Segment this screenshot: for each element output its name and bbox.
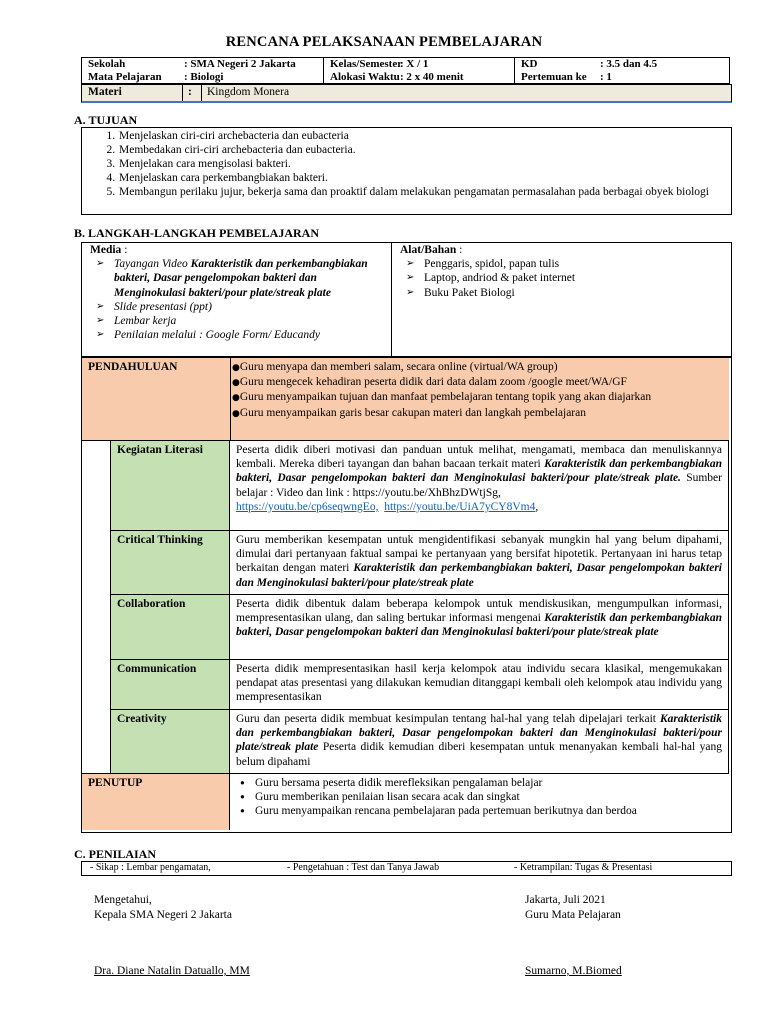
tujuan-item: 4. Menjelaskan cara perkembangbiakan bakteri. [118, 171, 731, 185]
alat-item: ➢ Laptop, andriod & paket internet [406, 272, 576, 285]
penutup-item: • Guru menyampaikan rencana pembelajaran pada pertemuan berikutnya dan berdoa [255, 804, 729, 818]
kelas-value: : X / 1 [400, 58, 429, 70]
guru-name: Sumarno, M.Biomed [525, 965, 622, 977]
tujuan-item: 3. Menjelakan cara mengisolasi bakteri. [118, 157, 731, 171]
pendahuluan-list [231, 360, 729, 421]
mengetahui-text: Mengetahui, [94, 894, 152, 906]
tujuan-heading: A. TUJUAN [74, 113, 138, 127]
penutup-item: • Guru memberikan penilaian lisan secara acak dan singkat [255, 790, 729, 804]
pendahuluan-item: ●Guru menyampaikan tujuan dan manfaat pembelajaran tentang topik yang akan diajarkan [232, 391, 652, 404]
communication-content: Peserta didik mempresentasikan hasil kerja kelompok atau individu secara klasikal, mengemukakan pendapat atas presentasi yang dilakukan kemudian ditanggapi kembali oleh kelompok atau individu yang mempresentasikan [229, 659, 729, 710]
communication-label: Communication [117, 663, 197, 675]
sekolah-label: Sekolah [88, 58, 126, 70]
materi-row [81, 84, 732, 103]
penutup-item: • Guru bersama peserta didik merefleksikan pengalaman belajar [255, 776, 729, 790]
header-school-cell [82, 58, 324, 84]
collaboration-label-cell [110, 594, 230, 660]
literasi-label-cell [110, 440, 230, 531]
header-table [81, 57, 730, 84]
critical-label-cell [110, 530, 230, 595]
header-kd-cell [515, 58, 730, 84]
tujuan-item: 5. Membangun perilaku jujur, bekerja sama dan proaktif dalam melakukan pengamatan permasalahan pada berbagai obyek biologi [118, 185, 731, 199]
place-date: Jakarta, Juli 2021 [525, 894, 606, 906]
penilaian-pengetahuan: - Pengetahuan : Test dan Tanya Jawab [287, 862, 440, 873]
signature-right [525, 893, 621, 922]
tujuan-item: 1. Menjelaskan ciri-ciri archebacteria dan eubacteria [118, 129, 731, 143]
materi-value: Kingdom Monera [207, 86, 290, 98]
bullet-icon: ● [232, 363, 240, 373]
materi-label: Materi [88, 86, 122, 98]
pendahuluan-item: ●Guru menyampaikan garis besar cakupan materi dan langkah pembelajaran [232, 406, 586, 419]
alat-item: ➢ Buku Paket Biologi [406, 286, 515, 299]
arrow-bullet-icon: ➢ [406, 272, 415, 284]
penutup-label-cell [82, 773, 230, 830]
tujuan-box [81, 127, 732, 215]
video-link-1[interactable]: https://youtu.be/cp6seqwngEo, [236, 500, 379, 513]
media-box [81, 242, 732, 357]
signature-left [94, 893, 232, 922]
pertemuan-label: Pertemuan ke [521, 70, 587, 83]
pendahuluan-item: ●Guru mengecek kehadiran peserta didik dari data dalam zoom /google meet/WA/GF [232, 376, 627, 389]
video-link-2[interactable]: https://youtu.be/UiA7yCY8Vm4 [384, 500, 536, 513]
mapel-value: : Biologi [184, 70, 224, 83]
arrow-bullet-icon: ➢ [406, 286, 415, 298]
creativity-label-cell [110, 709, 230, 774]
bullet-icon: ● [232, 393, 240, 404]
penilaian-row [81, 861, 732, 876]
penilaian-heading: C. PENILAIAN [74, 847, 157, 861]
arrow-bullet-icon: ➢ [96, 315, 105, 327]
guru-title: Guru Mata Pelajaran [525, 908, 621, 921]
collaboration-label: Collaboration [117, 598, 186, 610]
collaboration-content: Peserta didik dibentuk dalam beberapa kelompok untuk mendiskusikan, mengumpulkan informasi, mempresentasikan ulang, dan saling bertukar informasi mengenai Karakteristik dan perkembangbiakan bakteri, Dasar pengelompokan bakteri dan Menginokulasi bakteri/pour plate/streak plate [229, 594, 729, 660]
critical-content: Guru memberikan kesempatan untuk mengidentifikasi sebanyak mungkin hal yang belum dipahami, dimulai dari pertanyaan faktual sampai ke pertanyaan yang bersifat hipotetik. Pertanyaan ini harus tetap berkaitan dengan materi Karakteristik dan perkembangbiakan bakteri, Dasar pengelompokan bakteri dan Menginokulasi bakteri/pour plate/streak plate [229, 530, 729, 595]
media-item: ➢ Tayangan Video Karakteristik dan perkembangbiakan bakteri, Dasar pengelompokan bakteri dan Menginokulasi bakteri/pour plate/streak plate [96, 258, 368, 299]
media-item: ➢ Slide presentasi (ppt) [96, 300, 212, 313]
pendahuluan-label: PENDAHULUAN [88, 361, 178, 373]
langkah-heading: B. LANGKAH-LANGKAH PEMBELAJARAN [74, 226, 320, 240]
header-class-cell [324, 58, 515, 84]
arrow-bullet-icon: ➢ [406, 258, 415, 270]
alat-label: Alat/Bahan [400, 244, 457, 256]
bullet-icon: ● [232, 408, 240, 419]
waktu-label: Alokasi Waktu [330, 70, 400, 83]
media-item: ➢ Penilaian melalui : Google Form/ Educandy [96, 329, 321, 342]
pertemuan-value: : 1 [600, 70, 612, 83]
kd-label: KD [521, 58, 538, 70]
bullet-icon: ● [232, 378, 240, 389]
media-colon: : [121, 244, 128, 256]
alat-colon: : [456, 244, 463, 256]
page-title: RENCANA PELAKSANAAN PEMBELAJARAN [225, 34, 543, 50]
steps-table [81, 357, 732, 833]
pendahuluan-item: ●Guru menyapa dan memberi salam, secara online (virtual/WA group) [232, 361, 558, 373]
literasi-content: Peserta didik diberi motivasi dan panduan untuk melihat, mengamati, membaca dan menuliskannya kembali. Mereka diberi tayangan dan bahan bacaan terkait materi Karakteristik dan perkembangbiakan bakteri, Dasar pengelompokan bakteri dan Menginokulasi bakteri/pour plate/streak plate. Sumber belajar : Video dan link : https://youtu.be/XhBhzDWtjSg, https://youtu.be/cp6seqwngEo, https://youtu.be/UiA7yCY8Vm4, [229, 440, 729, 531]
literasi-label: Kegiatan Literasi [117, 444, 203, 456]
critical-label: Critical Thinking [117, 534, 203, 546]
materi-colon: : [188, 86, 192, 98]
penutup-content [229, 773, 729, 830]
tujuan-item: 2. Membedakan ciri-ciri archebacteria dan eubacteria. [118, 143, 731, 157]
waktu-value: : 2 x 40 menit [400, 70, 464, 83]
penutup-label: PENUTUP [88, 777, 143, 789]
arrow-bullet-icon: ➢ [96, 258, 105, 270]
tujuan-list [82, 128, 731, 201]
media-item: ➢ Lembar kerja [96, 315, 177, 328]
communication-label-cell [110, 659, 230, 710]
arrow-bullet-icon: ➢ [96, 329, 105, 341]
alat-item: ➢ Penggaris, spidol, papan tulis [406, 258, 560, 271]
arrow-bullet-icon: ➢ [96, 300, 105, 312]
media-column [90, 243, 386, 342]
kepala-title: Kepala SMA Negeri 2 Jakarta [94, 908, 232, 921]
creativity-content: Guru dan peserta didik membuat kesimpulan tentang hal-hal yang telah dipelajari terkait Karakteristik dan perkembangbiakan bakteri, Dasar pengelompokan bakteri dan Menginokulasi bakteri/pour plate/streak plate Peserta didik kemudian diberi kesempatan untuk menanyakan kembali hal-hal yang belum dipahami [229, 709, 729, 774]
penutup-list [229, 774, 729, 819]
kd-value: : 3.5 dan 4.5 [600, 58, 658, 70]
alat-column [400, 243, 720, 300]
kepala-name: Dra. Diane Natalin Datuallo, MM [94, 965, 250, 977]
media-label: Media [90, 244, 122, 256]
mapel-label: Mata Pelajaran [88, 70, 162, 83]
penilaian-sikap: - Sikap : Lembar pengamatan, [90, 862, 211, 873]
penilaian-keterampilan: - Ketrampilan: Tugas & Presentasi [514, 862, 653, 873]
sekolah-value: : SMA Negeri 2 Jakarta [184, 58, 296, 70]
creativity-label: Creativity [117, 713, 167, 725]
kelas-label: Kelas/Semester [330, 58, 403, 70]
